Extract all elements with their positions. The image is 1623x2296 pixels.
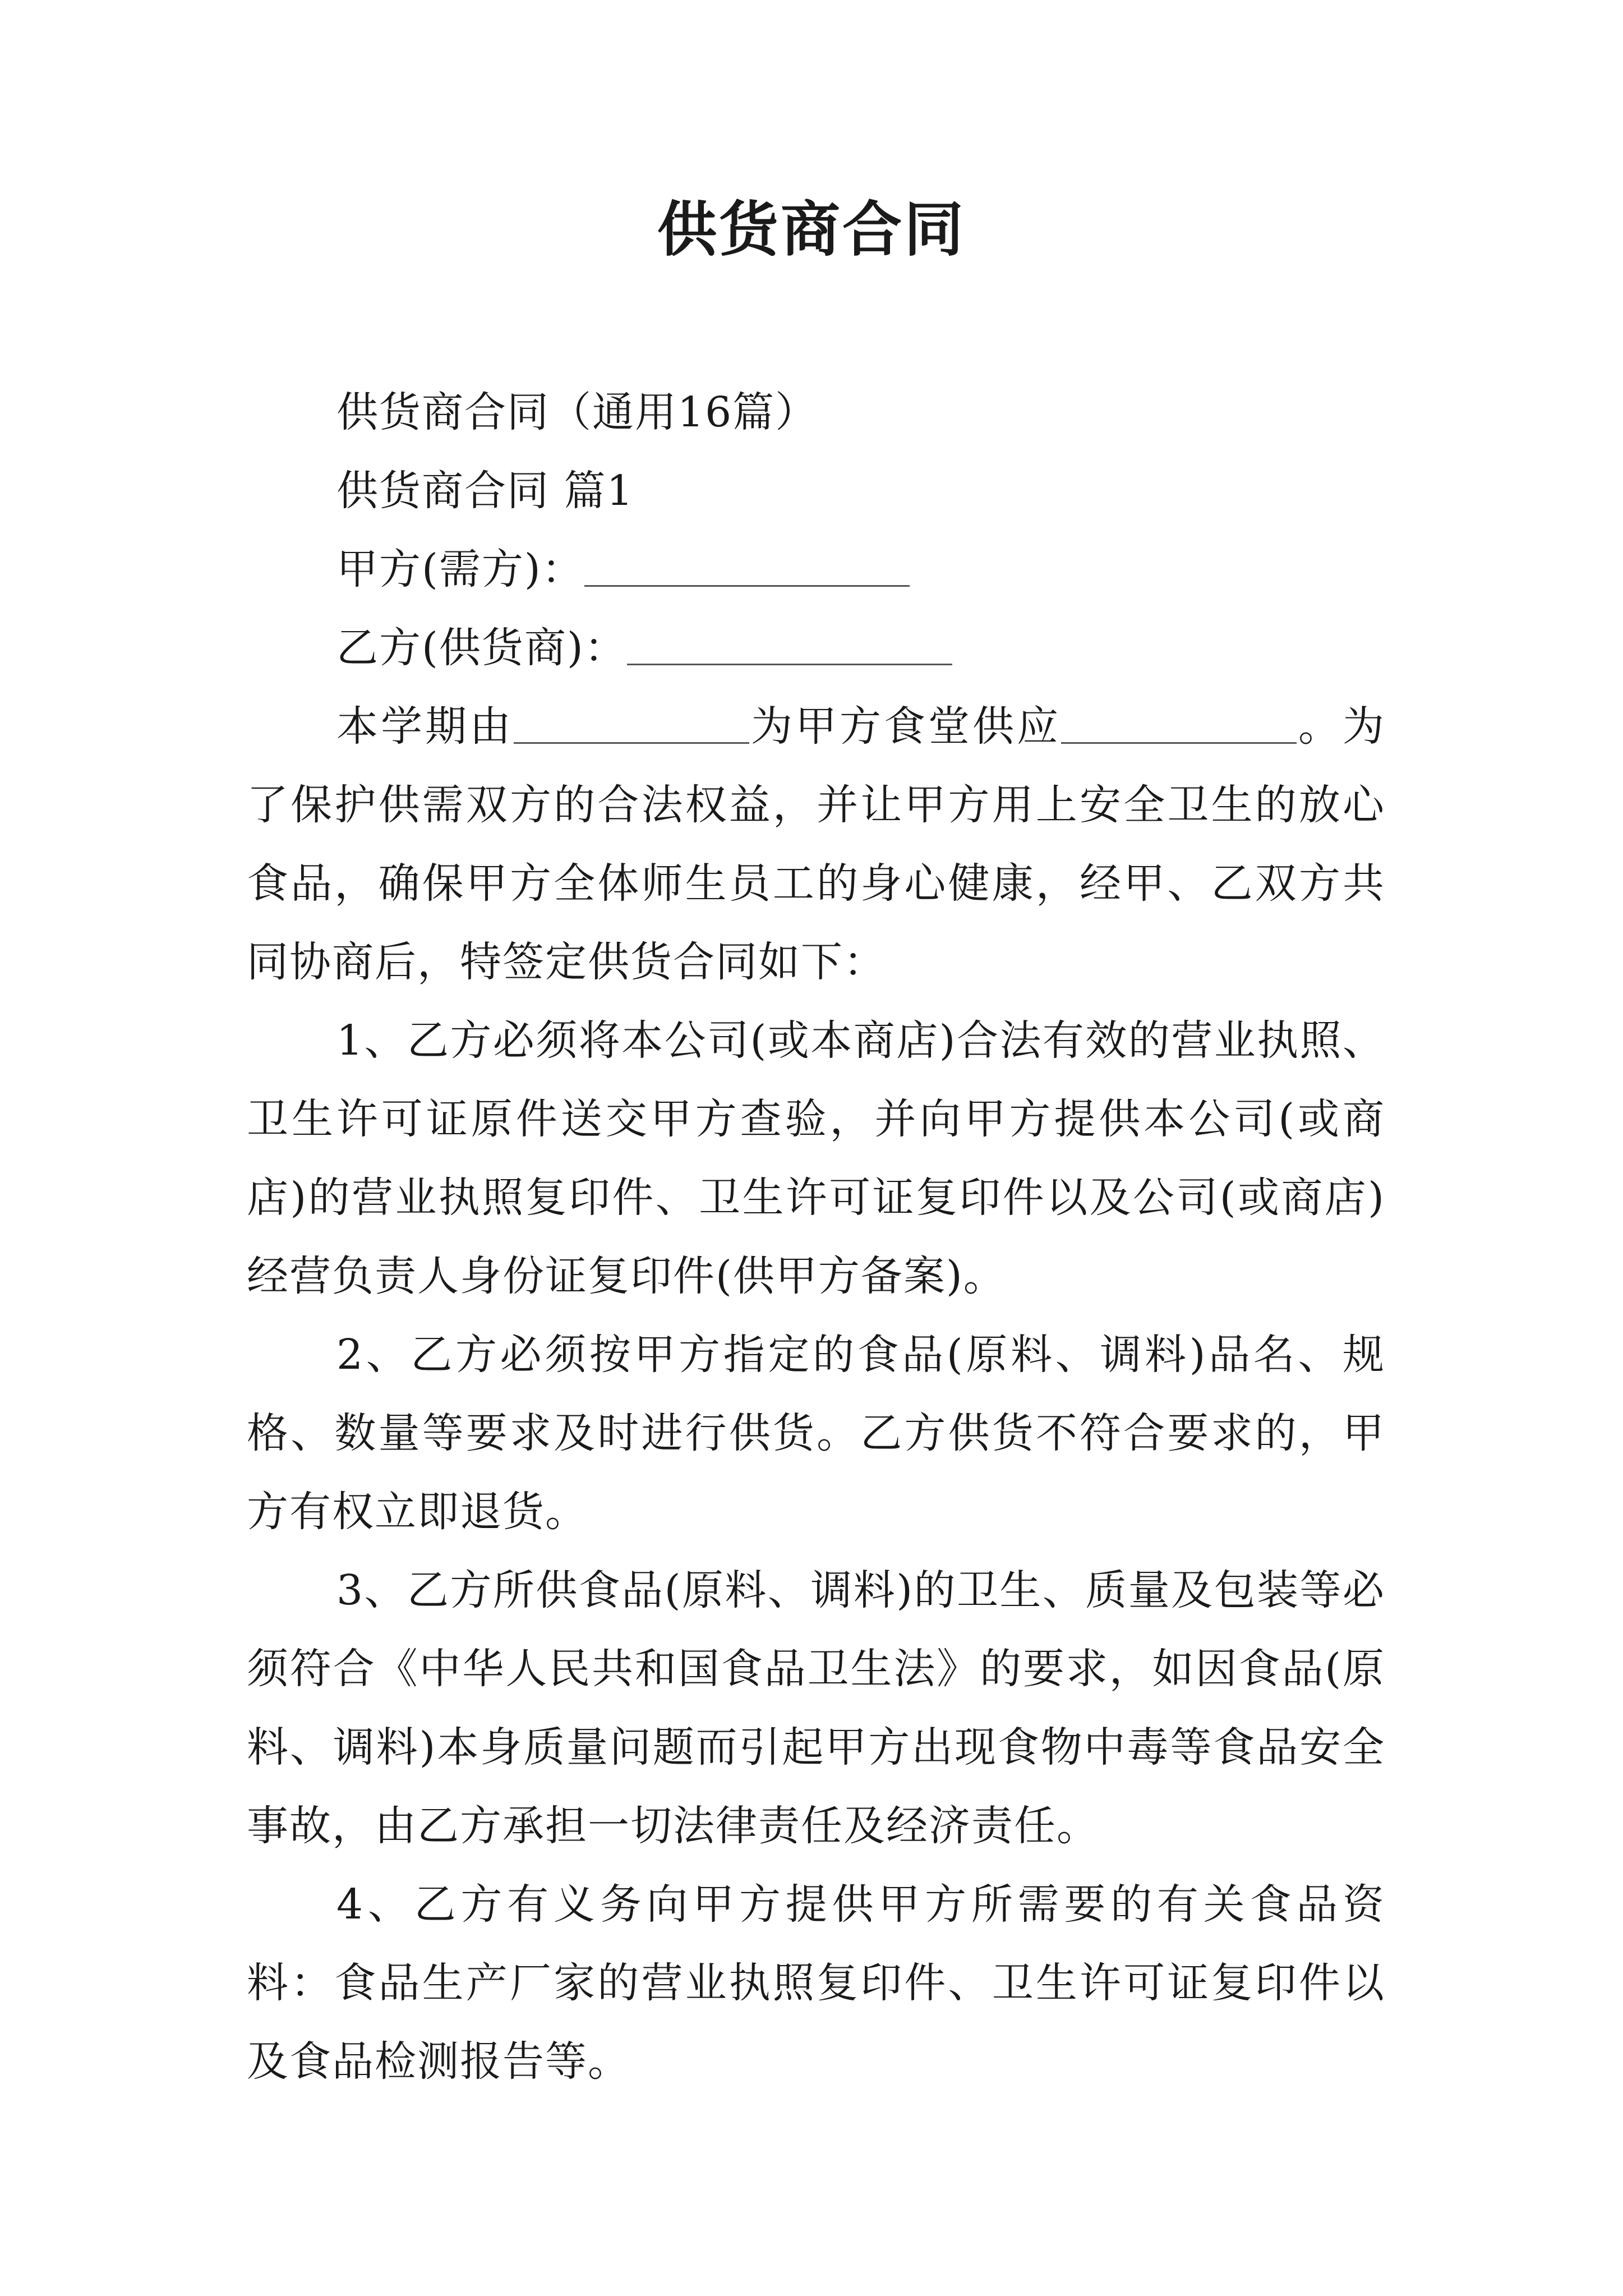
party-a-blank xyxy=(584,544,910,587)
party-a-line xyxy=(247,530,1385,609)
intro-text-2: 为甲方食堂供应 xyxy=(749,702,1061,751)
party-b-line xyxy=(247,609,1385,687)
clause-2: 2、乙方必须按甲方指定的食品(原料、调料)品名、规格、数量等要求及时进行供货。乙方供货不符合要求的，甲方有权立即退货。 xyxy=(247,1331,1385,1536)
clause-4: 4、乙方有义务向甲方提供甲方所需要的有关食品资料：食品生产厂家的营业执照复印件、卫生许可证复印件以及食品检测报告等。 xyxy=(247,1880,1385,2086)
party-b-blank xyxy=(627,622,952,665)
goods-blank xyxy=(1061,701,1297,744)
intro-text-1: 本学期由 xyxy=(336,702,514,751)
supplier-blank xyxy=(514,701,749,744)
document-title: 供货商合同 xyxy=(657,195,966,264)
clause-1: 1、乙方必须将本公司(或本商店)合法有效的营业执照、卫生许可证原件送交甲方查验，并向甲方提供本公司(或商店)的营业执照复印件、卫生许可证复印件以及公司(或商店)经营负责人身份证复印件(供甲方备案)。 xyxy=(247,1016,1385,1300)
intro-paragraph xyxy=(247,687,1385,1001)
document-body xyxy=(247,373,1385,2101)
clause-3: 3、乙方所供食品(原料、调料)的卫生、质量及包装等必须符合《中华人民共和国食品卫生法》的要求，如因食品(原料、调料)本身质量问题而引起甲方出现食物中毒等食品安全事故，由乙方承担一切法律责任及经济责任。 xyxy=(247,1566,1385,1850)
intro-text-3: 。为了保护供需双方的合法权益，并让甲方用上安全卫生的放心食品，确保甲方全体师生员工的身心健康，经甲、乙双方共同协商后，特签定供货合同如下： xyxy=(247,702,1385,986)
party-a-label: 甲方(需方)： xyxy=(336,545,584,593)
section-heading: 供货商合同 篇1 xyxy=(336,467,634,515)
document-subtitle: 供货商合同（通用16篇） xyxy=(336,388,818,436)
party-b-label: 乙方(供货商)： xyxy=(336,624,627,672)
